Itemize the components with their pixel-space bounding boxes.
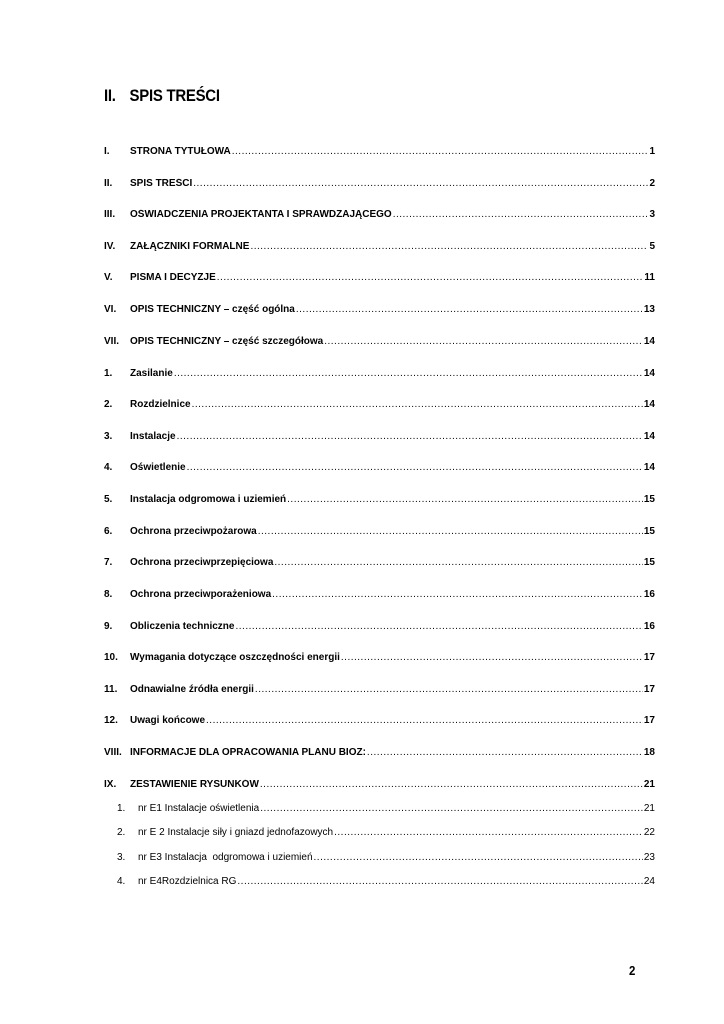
toc-entry-title: Obliczenia techniczne	[130, 621, 235, 632]
toc-entry[interactable]	[104, 652, 655, 663]
toc-entry-title: ZAŁĄCZNIKI FORMALNE	[130, 241, 250, 252]
toc-dot-leader	[237, 876, 642, 887]
toc-dot-leader	[341, 652, 643, 663]
toc-entry-page: 15	[643, 526, 655, 537]
toc-entry-page: 13	[643, 304, 655, 315]
toc-entry-page: 14	[643, 399, 655, 410]
toc-entry-page: 3	[649, 209, 655, 220]
toc-entry-title: OPIS TECHNICZNY – część szczegółowa	[130, 336, 324, 347]
toc-dot-leader	[232, 146, 649, 157]
toc-entry[interactable]	[104, 304, 655, 315]
toc-entry[interactable]	[104, 589, 655, 600]
toc-entry-title: OPIS TECHNICZNY – część ogólna	[130, 304, 295, 315]
toc-entry-page: 2	[649, 178, 655, 189]
drawing-number: 2.	[117, 827, 126, 838]
toc-entry-number: III.	[104, 209, 116, 220]
toc-dot-leader	[177, 431, 643, 442]
toc-entry-title: ZESTAWIENIE RYSUNKÓW	[130, 779, 259, 790]
toc-dot-leader	[314, 852, 643, 863]
toc-entry-title: Rozdzielnice	[130, 399, 191, 410]
toc-entry-title: Wymagania dotyczące oszczędności energii	[130, 652, 340, 663]
toc-dot-leader	[217, 272, 644, 283]
drawing-list-item[interactable]	[117, 852, 655, 863]
drawing-page: 24	[643, 876, 655, 887]
toc-dot-leader	[287, 494, 643, 505]
toc-entry-page: 14	[643, 336, 655, 347]
toc-entry[interactable]	[104, 557, 655, 568]
toc-entry-number: V.	[104, 272, 113, 283]
toc-dot-leader	[250, 241, 648, 252]
toc-entry-page: 1	[649, 146, 655, 157]
drawing-title: nr E1 Instalacje oświetlenia	[138, 803, 260, 814]
toc-entry[interactable]	[104, 241, 655, 252]
drawing-list-item[interactable]	[117, 803, 655, 814]
toc-entry-page: 18	[643, 747, 655, 758]
toc-dot-leader	[255, 684, 643, 695]
toc-entry[interactable]	[104, 684, 655, 695]
toc-entry[interactable]	[104, 715, 655, 726]
toc-entry-title: Uwagi końcowe	[130, 715, 206, 726]
drawing-number: 1.	[117, 803, 126, 814]
toc-dot-leader	[272, 589, 643, 600]
toc-entry-title: Instalacja odgromowa i uziemień	[130, 494, 287, 505]
toc-dot-leader	[235, 621, 642, 632]
toc-dot-leader	[187, 462, 643, 473]
toc-entry-number: IV.	[104, 241, 116, 252]
toc-dot-leader	[260, 779, 643, 790]
drawing-code: nr E4	[138, 876, 162, 887]
toc-entry-page: 15	[643, 494, 655, 505]
toc-entry-page: 16	[643, 589, 655, 600]
toc-dot-leader	[192, 399, 643, 410]
toc-entry-number: 12.	[104, 715, 118, 726]
toc-entry-title: Zasilanie	[130, 368, 173, 379]
drawing-page: 23	[643, 852, 655, 863]
toc-entry[interactable]	[104, 747, 655, 758]
toc-entry-title: Ochrona przeciwprzepięciowa	[130, 557, 274, 568]
toc-entry-number: II.	[104, 178, 113, 189]
toc-entry-title: SPIS TREŚCI	[130, 178, 193, 189]
toc-entry-page: 16	[643, 621, 655, 632]
drawing-title: Rozdzielnica RG	[161, 876, 237, 887]
section-heading-title: SPIS TREŚCI	[129, 86, 220, 105]
toc-entry-number: 2.	[104, 399, 113, 410]
toc-entry-title: STRONA TYTUŁOWA	[130, 146, 231, 157]
page-number: 2	[629, 963, 636, 978]
toc-dot-leader	[393, 209, 649, 220]
toc-entry[interactable]	[104, 178, 655, 189]
toc-entry-page: 17	[643, 715, 655, 726]
toc-entry[interactable]	[104, 368, 655, 379]
toc-entry-number: 9.	[104, 621, 113, 632]
toc-entry[interactable]	[104, 779, 655, 790]
toc-entry-number: 4.	[104, 462, 113, 473]
toc-entry-number: VI.	[104, 304, 117, 315]
toc-entry-title: Ochrona przeciwpożarowa	[130, 526, 257, 537]
toc-entry-number: VII.	[104, 336, 120, 347]
toc-entry-page: 21	[643, 779, 655, 790]
toc-entry-number: 3.	[104, 431, 113, 442]
drawing-number: 4.	[117, 876, 126, 887]
toc-entry[interactable]	[104, 494, 655, 505]
toc-entry-title: PISMA I DECYZJE	[130, 272, 216, 283]
toc-entry-page: 5	[649, 241, 655, 252]
drawing-number: 3.	[117, 852, 126, 863]
toc-entry[interactable]	[104, 209, 655, 220]
toc-entry[interactable]	[104, 462, 655, 473]
toc-dot-leader	[260, 803, 643, 814]
toc-dot-leader	[367, 747, 643, 758]
toc-dot-leader	[193, 178, 648, 189]
toc-dot-leader	[258, 526, 643, 537]
toc-dot-leader	[324, 336, 643, 347]
section-heading-number: II.	[104, 86, 116, 105]
toc-entry-title: Instalacje	[130, 431, 176, 442]
toc-entry-title: Odnawialne źródła energii	[130, 684, 254, 695]
drawing-page: 21	[643, 803, 655, 814]
drawing-title: nr E 2 Instalacje siły i gniazd jednofazowych	[138, 827, 334, 838]
toc-entry-number: 7.	[104, 557, 113, 568]
toc-entry-page: 14	[643, 431, 655, 442]
toc-entry-number: 8.	[104, 589, 113, 600]
toc-entry[interactable]	[104, 336, 655, 347]
toc-entry-number: 5.	[104, 494, 113, 505]
toc-entry-page: 11	[644, 272, 655, 283]
toc-entry[interactable]	[104, 431, 655, 442]
toc-dot-leader	[334, 827, 643, 838]
toc-entry-page: 17	[643, 652, 655, 663]
toc-entry-page: 15	[643, 557, 655, 568]
toc-entry-page: 17	[643, 684, 655, 695]
toc-dot-leader	[296, 304, 643, 315]
toc-entry-title: Oświetlenie	[130, 462, 186, 473]
toc-entry-number: IX.	[104, 779, 117, 790]
toc-dot-leader	[274, 557, 643, 568]
toc-dot-leader	[206, 715, 643, 726]
toc-entry-number: I.	[104, 146, 110, 157]
drawing-list-item[interactable]	[117, 876, 655, 887]
toc-entry-title: OŚWIADCZENIA PROJEKTANTA I SPRAWDZAJĄCEGO	[130, 209, 392, 220]
toc-entry-number: 1.	[104, 368, 113, 379]
toc-dot-leader	[174, 368, 643, 379]
drawing-list-item[interactable]	[117, 827, 655, 838]
toc-entry[interactable]	[104, 621, 655, 632]
drawing-title: nr E3 Instalacja odgromowa i uziemień	[138, 852, 313, 863]
drawing-page: 22	[643, 827, 655, 838]
toc-entry-title: Ochrona przeciwporażeniowa	[130, 589, 272, 600]
toc-entry-title: INFORMACJE DLA OPRACOWANIA PLANU BIOZ:	[130, 747, 366, 758]
toc-entry-number: VIII.	[104, 747, 122, 758]
toc-entry-number: 6.	[104, 526, 113, 537]
toc-entry-page: 14	[643, 368, 655, 379]
toc-entry[interactable]	[104, 146, 655, 157]
toc-entry-number: 11.	[104, 684, 118, 695]
toc-entry-page: 14	[643, 462, 655, 473]
toc-entry[interactable]	[104, 272, 655, 283]
toc-entry[interactable]	[104, 526, 655, 537]
toc-entry-number: 10.	[104, 652, 118, 663]
toc-entry[interactable]	[104, 399, 655, 410]
